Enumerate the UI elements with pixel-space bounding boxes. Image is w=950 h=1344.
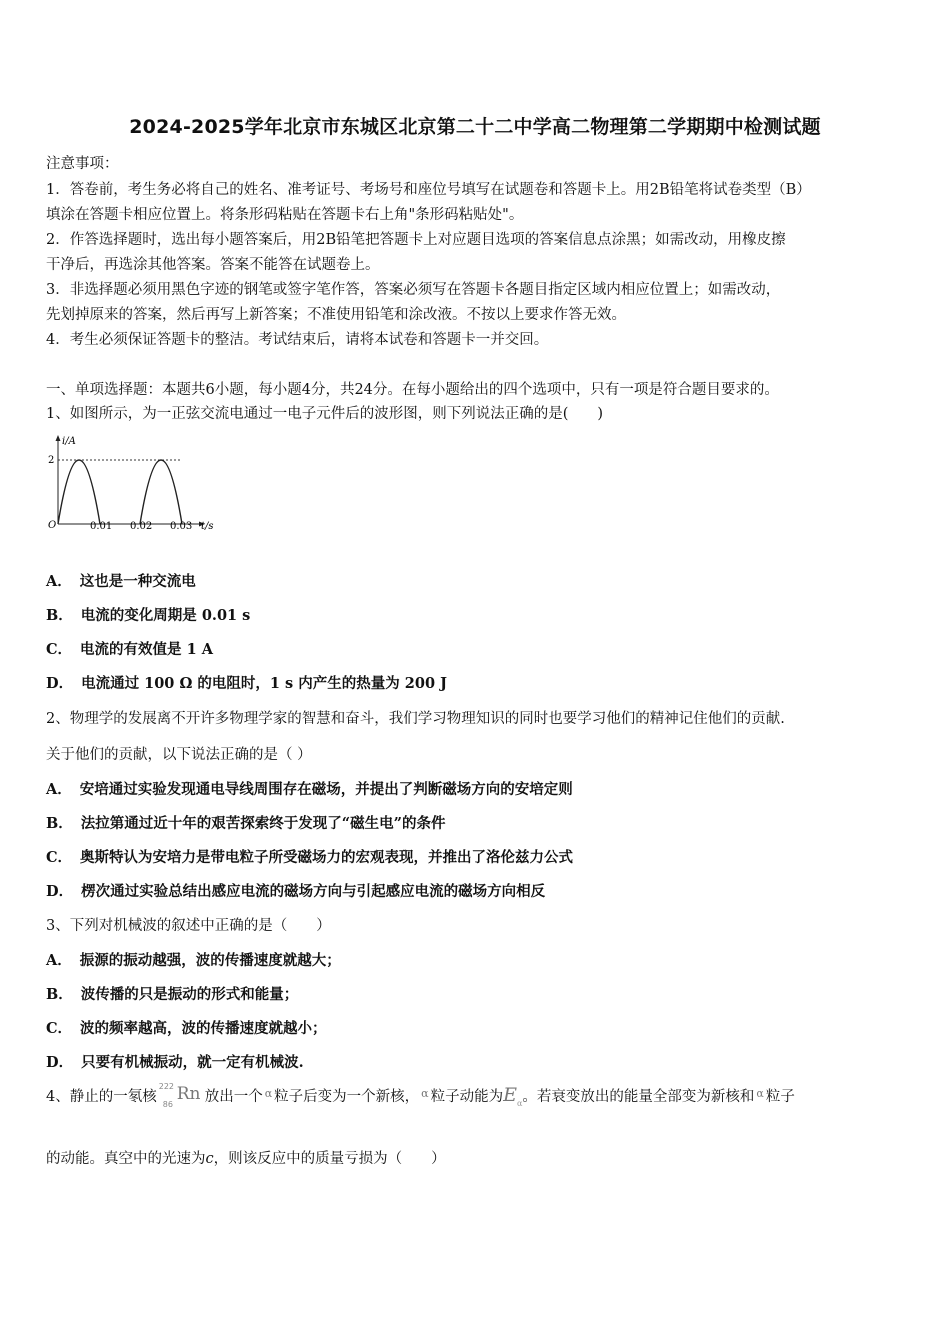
option-text: 振源的振动越强，波的传播速度就越大； bbox=[79, 952, 341, 969]
alpha-symbol: α bbox=[264, 1087, 273, 1100]
q2-option-a[interactable] bbox=[46, 778, 906, 799]
option-text: 楞次通过实验总结出感应电流的磁场方向与引起感应电流的磁场方向相反 bbox=[81, 883, 546, 900]
option-label: A． bbox=[46, 952, 72, 969]
option-text: 电流通过 100 Ω 的电阻时，1 s 内产生的热量为 200 J bbox=[81, 675, 447, 692]
option-label: D． bbox=[46, 883, 74, 900]
energy-subscript: α bbox=[516, 1098, 523, 1108]
option-label: C． bbox=[46, 1020, 73, 1037]
q4-text-part1: 4、静止的一氡核 bbox=[46, 1089, 157, 1105]
mass-number: 222 bbox=[158, 1082, 175, 1091]
q3-option-b[interactable] bbox=[46, 983, 906, 1004]
element-symbol: Rn bbox=[176, 1084, 201, 1104]
option-label: B． bbox=[46, 986, 73, 1003]
alpha-symbol: α bbox=[756, 1087, 764, 1100]
q2-option-c[interactable] bbox=[46, 846, 906, 867]
alpha-energy-symbol bbox=[503, 1084, 522, 1106]
notice-heading: 注意事项： bbox=[46, 156, 119, 172]
q3-option-d[interactable] bbox=[46, 1051, 906, 1072]
option-text: 只要有机械振动，就一定有机械波. bbox=[81, 1054, 304, 1071]
q2-option-d[interactable] bbox=[46, 880, 906, 901]
q4-text-part2: 放出一个 bbox=[204, 1089, 263, 1105]
notice-line-2: 填涂在答题卡相应位置上。将条形码粘贴在答题卡右上角"条形码粘贴处"。 bbox=[46, 207, 524, 223]
alpha-symbol: α bbox=[421, 1087, 429, 1100]
notice-line-7: 4．考生必须保证答题卡的整洁。考试结束后，请将本试卷和答题卡一并交回。 bbox=[46, 332, 549, 348]
section-heading: 一、单项选择题：本题共6小题，每小题4分，共24分。在每小题给出的四个选项中，只有一项是符合题目要求的。 bbox=[46, 382, 779, 398]
q4-line2-part-b: ，则该反应中的质量亏损为（ ） bbox=[213, 1151, 446, 1167]
wave-hump-1 bbox=[58, 460, 100, 524]
option-text: 波的频率越高，波的传播速度就越小； bbox=[80, 1020, 327, 1037]
option-label: B． bbox=[46, 607, 73, 624]
option-text: 奥斯特认为安培力是带电粒子所受磁场力的宏观表现，并推出了洛伦兹力公式 bbox=[80, 849, 574, 866]
origin-label: O bbox=[48, 520, 57, 531]
y-tick-label: 2 bbox=[48, 455, 55, 466]
y-axis-arrow bbox=[56, 435, 61, 441]
question-1-stem: 1、如图所示，为一正弦交流电通过一电子元件后的波形图，则下列说法正确的是( ) bbox=[46, 406, 604, 422]
radon-nuclide-formula bbox=[157, 1082, 205, 1112]
y-axis-label: i/A bbox=[62, 436, 76, 447]
q4-line2-part-a: 的动能。真空中的光速为 bbox=[46, 1151, 206, 1167]
option-text: 电流的有效值是 1 A bbox=[80, 641, 213, 658]
q3-option-a[interactable] bbox=[46, 949, 906, 970]
option-text: 法拉第通过近十年的艰苦探索终于发现了“磁生电”的条件 bbox=[80, 815, 446, 832]
notice-line-3: 2．作答选择题时，选出每小题答案后，用2B铅笔把答题卡上对应题目选项的答案信息点涂黑；如需改动，用橡皮擦 bbox=[46, 232, 786, 248]
option-label: B． bbox=[46, 815, 73, 832]
x-tick-label-3: 0.03 bbox=[170, 521, 193, 532]
notice-line-1: 1．答卷前，考生务必将自己的姓名、准考证号、考场号和座位号填写在试题卷和答题卡上。用2B铅笔将试卷类型（B） bbox=[46, 182, 811, 198]
option-label: A． bbox=[46, 573, 72, 590]
option-text: 电流的变化周期是 0.01 s bbox=[80, 607, 251, 624]
q3-option-c[interactable] bbox=[46, 1017, 906, 1038]
question-3-stem: 3、下列对机械波的叙述中正确的是（ ） bbox=[46, 918, 331, 934]
q4-text-part5: 。若衰变放出的能量全部变为新核和 bbox=[522, 1089, 755, 1105]
option-label: D． bbox=[46, 675, 74, 692]
light-speed-symbol: c bbox=[205, 1151, 214, 1167]
q4-text-part3: 粒子后变为一个新核， bbox=[274, 1089, 420, 1105]
option-label: D． bbox=[46, 1054, 74, 1071]
q1-option-b[interactable] bbox=[46, 604, 906, 625]
q2-option-b[interactable] bbox=[46, 812, 906, 833]
notice-line-4: 干净后，再选涂其他答案。答案不能答在试题卷上。 bbox=[46, 257, 380, 273]
notice-line-5: 3．非选择题必须用黑色字迹的钢笔或签字笔作答，答案必须写在答题卡各题目指定区域内相应位置上；如需改动， bbox=[46, 282, 781, 298]
x-axis-label: t/s bbox=[201, 521, 214, 532]
question-4-stem-line-2 bbox=[46, 1147, 906, 1168]
x-tick-label-2: 0.02 bbox=[130, 521, 153, 532]
x-tick-label-1: 0.01 bbox=[90, 521, 113, 532]
question-4-stem-line-1 bbox=[46, 1082, 916, 1122]
option-label: C． bbox=[46, 641, 73, 658]
q1-option-d[interactable] bbox=[46, 672, 906, 693]
q4-text-part4: 粒子动能为 bbox=[430, 1089, 504, 1105]
option-text: 这也是一种交流电 bbox=[79, 573, 196, 590]
notice-line-6: 先划掉原来的答案，然后再写上新答案；不准使用铅笔和涂改液。不按以上要求作答无效。 bbox=[46, 307, 626, 323]
energy-letter: E bbox=[503, 1084, 517, 1106]
question-2-stem-2: 关于他们的贡献，以下说法正确的是（ ） bbox=[46, 747, 312, 763]
atomic-number: 86 bbox=[162, 1100, 173, 1109]
q4-text-part6: 粒子 bbox=[765, 1089, 795, 1105]
q1-option-c[interactable] bbox=[46, 638, 906, 659]
option-label: A． bbox=[46, 781, 72, 798]
option-text: 波传播的只是振动的形式和能量； bbox=[80, 986, 299, 1003]
wave-hump-2 bbox=[140, 460, 182, 524]
waveform-graph bbox=[44, 432, 234, 542]
q1-option-a[interactable] bbox=[46, 570, 906, 591]
exam-title: 2024-2025学年北京市东城区北京第二十二中学高二物理第二学期期中检测试题 bbox=[129, 116, 821, 138]
option-text: 安培通过实验发现通电导线周围存在磁场，并提出了判断磁场方向的安培定则 bbox=[79, 781, 573, 798]
option-label: C． bbox=[46, 849, 73, 866]
question-2-stem-1: 2、物理学的发展离不开许多物理学家的智慧和奋斗，我们学习物理知识的同时也要学习他们的精神记住他们的贡献. bbox=[46, 711, 785, 727]
